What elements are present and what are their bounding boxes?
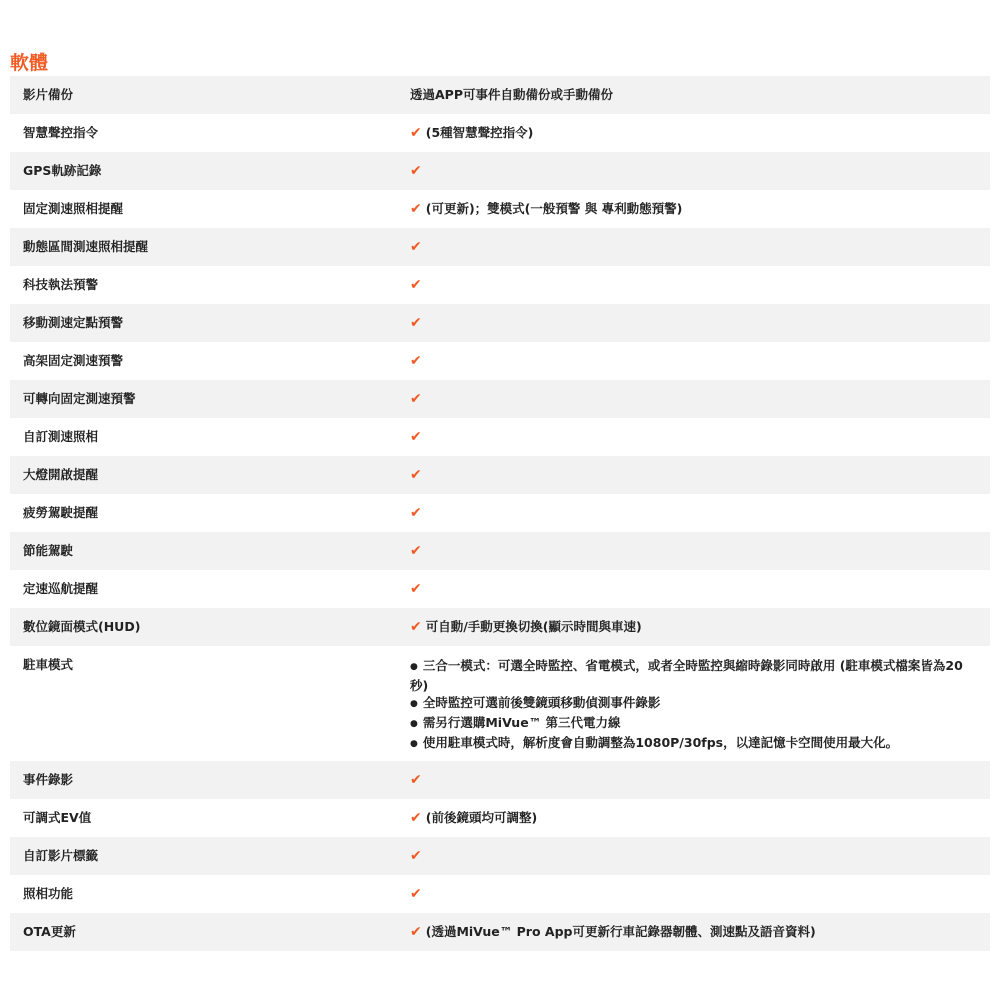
spec-label: 動態區間測速照相提醒 xyxy=(23,239,149,254)
spec-value-text: 可自動/手動更換切換(顯示時間與車速) xyxy=(425,619,642,634)
spec-label: 節能駕駛 xyxy=(23,543,74,558)
spec-value xyxy=(410,924,990,940)
spec-value xyxy=(410,277,990,293)
spec-label: 高架固定測速預警 xyxy=(23,353,124,368)
spec-value xyxy=(410,543,990,559)
spec-label: 可轉向固定測速預警 xyxy=(23,391,136,406)
list-item: ● 全時監控可選前後雙鏡頭移動偵測事件錄影 xyxy=(410,694,972,714)
spec-table xyxy=(10,76,990,951)
spec-row xyxy=(10,570,990,608)
checkmark-icon: ✔ xyxy=(410,315,422,331)
checkmark-icon: ✔ xyxy=(410,201,422,217)
spec-label: 照相功能 xyxy=(23,886,74,901)
spec-label: 數位鏡面模式(HUD) xyxy=(23,619,141,634)
checkmark-icon: ✔ xyxy=(410,810,422,826)
list-item: ● 三合一模式：可選全時監控、省電模式，或者全時監控與縮時錄影同時啟用 (駐車模式檔案皆為20秒) xyxy=(410,657,972,694)
checkmark-icon: ✔ xyxy=(410,505,422,521)
checkmark-icon: ✔ xyxy=(410,924,422,940)
checkmark-icon: ✔ xyxy=(410,619,422,635)
spec-value xyxy=(410,467,990,483)
spec-row xyxy=(10,875,990,913)
spec-row xyxy=(10,646,990,761)
spec-label: 智慧聲控指令 xyxy=(23,125,99,140)
checkmark-icon: ✔ xyxy=(410,239,422,255)
checkmark-icon: ✔ xyxy=(410,163,422,179)
spec-row xyxy=(10,266,990,304)
checkmark-icon: ✔ xyxy=(410,886,422,902)
spec-value xyxy=(410,163,990,179)
spec-row xyxy=(10,913,990,951)
spec-row xyxy=(10,532,990,570)
spec-value xyxy=(410,429,990,445)
list-item: ● 需另行選購MiVue™ 第三代電力線 xyxy=(410,714,972,734)
list-item: ● 使用駐車模式時，解析度會自動調整為1080P/30fps，以達記憶卡空間使用最大化。 xyxy=(410,734,972,754)
checkmark-icon: ✔ xyxy=(410,125,422,141)
checkmark-icon: ✔ xyxy=(410,543,422,559)
spec-value xyxy=(410,886,990,902)
spec-value xyxy=(410,810,990,826)
checkmark-icon: ✔ xyxy=(410,772,422,788)
spec-label: 移動測速定點預警 xyxy=(23,315,124,330)
spec-value xyxy=(410,239,990,255)
spec-label: 自訂測速照相 xyxy=(23,429,99,444)
spec-row xyxy=(10,380,990,418)
spec-label: GPS軌跡記錄 xyxy=(23,163,102,178)
spec-value-text: 透過APP可事件自動備份或手動備份 xyxy=(410,87,613,102)
spec-value-text: (前後鏡頭均可調整) xyxy=(425,810,538,825)
checkmark-icon: ✔ xyxy=(410,581,422,597)
spec-value-text: (可更新)；雙模式(一般預警 與 專利動態預警) xyxy=(425,201,683,216)
spec-row xyxy=(10,342,990,380)
spec-value xyxy=(410,848,990,864)
spec-value-text: (透過MiVue™ Pro App可更新行車記錄器韌體、測速點及語音資料) xyxy=(425,924,816,939)
spec-label: 自訂影片標籤 xyxy=(23,848,99,863)
section-title: 軟體 xyxy=(10,52,49,74)
spec-label: 影片備份 xyxy=(23,87,74,102)
spec-value xyxy=(410,772,990,788)
spec-row xyxy=(10,418,990,456)
checkmark-icon: ✔ xyxy=(410,848,422,864)
spec-label: 可調式EV值 xyxy=(23,810,92,825)
spec-value xyxy=(410,87,990,103)
spec-row xyxy=(10,799,990,837)
spec-value xyxy=(410,391,990,407)
spec-row xyxy=(10,761,990,799)
spec-value xyxy=(410,353,990,369)
spec-row xyxy=(10,837,990,875)
checkmark-icon: ✔ xyxy=(410,391,422,407)
spec-row xyxy=(10,114,990,152)
spec-value xyxy=(410,125,990,141)
spec-value xyxy=(410,315,990,331)
spec-label: 駐車模式 xyxy=(23,657,74,672)
spec-label: 定速巡航提醒 xyxy=(23,581,99,596)
checkmark-icon: ✔ xyxy=(410,353,422,369)
spec-row xyxy=(10,494,990,532)
spec-label: 疲勞駕駛提醒 xyxy=(23,505,99,520)
spec-row xyxy=(10,456,990,494)
spec-value xyxy=(410,581,990,597)
spec-row xyxy=(10,152,990,190)
spec-value xyxy=(410,619,990,635)
checkmark-icon: ✔ xyxy=(410,467,422,483)
spec-label: 固定測速照相提醒 xyxy=(23,201,124,216)
spec-value xyxy=(410,657,990,754)
spec-label: OTA更新 xyxy=(23,924,76,939)
checkmark-icon: ✔ xyxy=(410,429,422,445)
spec-row xyxy=(10,76,990,114)
spec-label: 事件錄影 xyxy=(23,772,74,787)
spec-value xyxy=(410,201,990,217)
spec-label: 科技執法預警 xyxy=(23,277,99,292)
checkmark-icon: ✔ xyxy=(410,277,422,293)
spec-row xyxy=(10,608,990,646)
parking-mode-list xyxy=(410,657,972,754)
spec-row xyxy=(10,190,990,228)
spec-value-text: (5種智慧聲控指令) xyxy=(425,125,534,140)
spec-row xyxy=(10,228,990,266)
spec-label: 大燈開啟提醒 xyxy=(23,467,99,482)
spec-value xyxy=(410,505,990,521)
spec-row xyxy=(10,304,990,342)
